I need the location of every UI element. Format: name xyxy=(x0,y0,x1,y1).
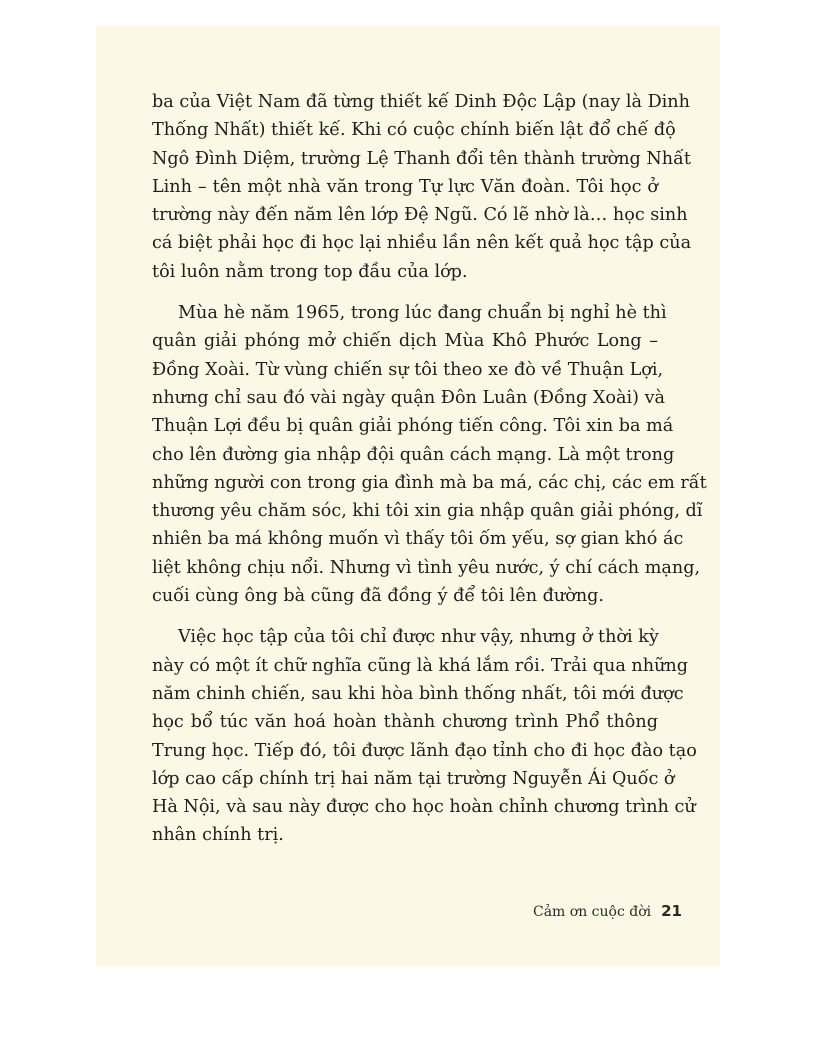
text-line: cá biệt phải học đi học lại nhiều lần nên kết quả học tập của xyxy=(152,233,692,254)
text-line: trường này đến năm lên lớp Đệ Ngũ. Có lẽ nhờ là… học sinh xyxy=(152,205,688,226)
text-line: cho lên đường gia nhập đội quân cách mạng. Là một trong xyxy=(152,444,675,465)
text-line: Trung học. Tiếp đó, tôi được lãnh đạo tỉnh cho đi học đào tạo xyxy=(152,740,697,761)
text-line: những người con trong gia đình mà ba má, các chị, các em rất xyxy=(152,472,707,493)
text-line: nhân chính trị. xyxy=(152,825,284,846)
paragraph-1 xyxy=(152,88,692,286)
text-line: cuối cùng ông bà cũng đã đồng ý để tôi lên đường. xyxy=(152,586,605,607)
text-line: Hà Nội, và sau này được cho học hoàn chỉnh chương trình cử xyxy=(152,797,696,818)
text-line: lớp cao cấp chính trị hai năm tại trường Nguyễn Ái Quốc ở xyxy=(152,768,675,789)
text-line: Thuận Lợi đều bị quân giải phóng tiến công. Tôi xin ba má xyxy=(152,416,674,437)
text-line: Thống Nhất) thiết kế. Khi có cuộc chính biến lật đổ chế độ xyxy=(152,120,676,141)
text-line: thương yêu chăm sóc, khi tôi xin gia nhập quân giải phóng, dĩ xyxy=(152,501,703,522)
text-line: học bổ túc văn hoá hoàn thành chương trình Phổ thông xyxy=(152,712,658,733)
paragraph-3 xyxy=(152,623,697,849)
text-line: Việc học tập của tôi chỉ được như vậy, nhưng ở thời kỳ xyxy=(178,627,659,648)
text-line: này có một ít chữ nghĩa cũng là khá lắm rồi. Trải qua những xyxy=(152,655,689,676)
text-line: ba của Việt Nam đã từng thiết kế Dinh Độc Lập (nay là Dinh xyxy=(152,92,690,112)
text-line: năm chinh chiến, sau khi hòa bình thống nhất, tôi mới được xyxy=(152,683,684,704)
text-line: Mùa hè năm 1965, trong lúc đang chuẩn bị nghỉ hè thì xyxy=(178,303,667,324)
text-line: nhưng chỉ sau đó vài ngày quận Đôn Luân (Đồng Xoài) và xyxy=(152,387,666,408)
text-line: Đồng Xoài. Từ vùng chiến sự tôi theo xe đò về Thuận Lợi, xyxy=(152,359,664,380)
text-line: nhiên ba má không muốn vì thấy tôi ốm yếu, sợ gian khó ác xyxy=(152,529,684,550)
book-title: Cảm ơn cuộc đời xyxy=(533,904,652,920)
text-line: liệt không chịu nổi. Nhưng vì tình yêu nước, ý chí cách mạng, xyxy=(152,557,701,578)
running-footer xyxy=(533,902,682,920)
body-text xyxy=(152,88,707,863)
text-line: Ngô Đình Diệm, trường Lệ Thanh đổi tên thành trường Nhất xyxy=(152,148,691,169)
text-line: Linh – tên một nhà văn trong Tự lực Văn đoàn. Tôi học ở xyxy=(152,176,658,197)
paragraph-2 xyxy=(152,299,707,610)
text-line: quân giải phóng mở chiến dịch Mùa Khô Phước Long – xyxy=(152,331,658,352)
text-line: tôi luôn nằm trong top đầu của lớp. xyxy=(152,261,468,282)
book-page xyxy=(96,26,720,966)
page-number: 21 xyxy=(661,902,682,920)
